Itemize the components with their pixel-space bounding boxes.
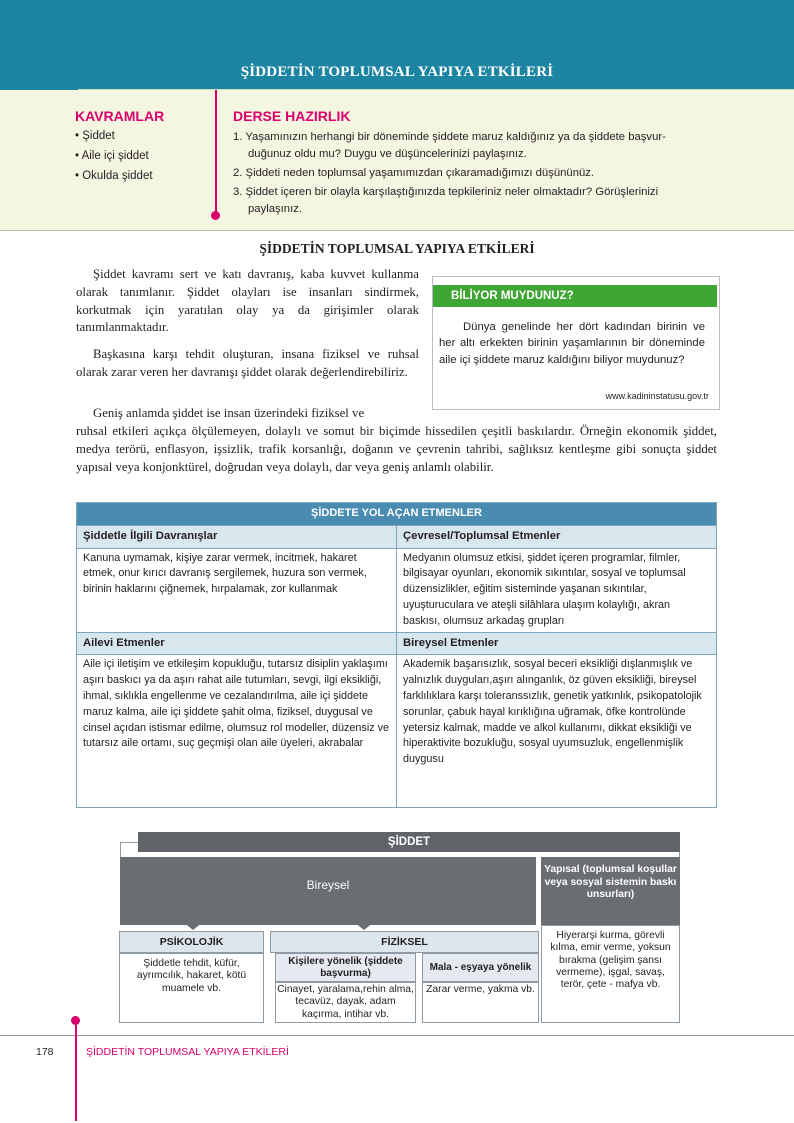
prep-question-1: 1. Yaşamınızın herhangi bir döneminde şiddete maruz kaldığınız ya da şiddete başvur- — [233, 131, 666, 143]
pink-divider-dot — [211, 211, 220, 220]
table-header: Çevresel/Toplumsal Etmenler — [397, 525, 717, 548]
table-cell: Kanuna uymamak, kişiye zarar vermek, incitmek, hakaret etmek, onur kırıcı davranış sergilemek, huzura son vermek, birinin haklarını çiğnemek, hırpalamak, zor kullanmak — [77, 548, 397, 632]
diagram-mala: Mala - eşyaya yönelik — [422, 953, 539, 982]
diagram-kisilere-body: Cinayet, yaralama,rehin alma, tecavüz, dayak, adam kaçırma, intihar vb. — [275, 982, 416, 1023]
did-you-know-text: Dünya genelinde her dört kadından birinin ve her altı erkekten birinin yaşamlarının bir döneminde aile içi şiddete maruz kaldığını biliyor muydunuz? — [439, 321, 705, 366]
kavramlar-heading: KAVRAMLAR — [75, 108, 165, 124]
arrow-down-icon — [349, 918, 379, 930]
prep-question-3-cont: paylaşınız. — [248, 203, 303, 215]
kavram-item: • Aile içi şiddet — [75, 150, 149, 162]
paragraph-3-cont: ruhsal etkileri açıkça ölçülemeyen, dolaylı ve somut bir biçimde hissedilen çeşitli baskılardır. Örneğin ekonomik şiddet, medya terörü, enflasyon, işsizlik, trafik korsanlığı, doğanın ve çevrenin tahribi, sağlıksız kentleşme gibi sonuçta şiddet yapısal veya konjonktürel, doğrudan veya dolaylı, dar veya geniş anlamlı olabilir. — [76, 424, 717, 474]
prep-question-1-cont: duğunuz oldu mu? Duygu ve düşüncelerinizi paylaşınız. — [248, 148, 527, 160]
diagram-bireysel: Bireysel — [120, 857, 536, 925]
diagram-arrows — [120, 918, 540, 932]
table-cell: Medyanın olumsuz etkisi, şiddet içeren programlar, filmler, bilgisayar oyunları, ekonomik sıkıntılar, sosyal ve toplumsal düzensizlikler, eğitim sisteminde yaşanan sıkıntılar, uyuşturuculara ve ateşli silâhlara ulaşım kolaylığı, akran baskısı, olumsuz arkadaş grupları — [397, 548, 717, 632]
diagram-yapisal-body: Hiyerarşi kurma, görevli kılma, emir verme, yoksun bırakma (gelişim şansı vermeme), işgal, savaş, terör, çete - mafya vb. — [541, 925, 680, 1023]
footer-pink-dot — [71, 1016, 80, 1025]
section-title: ŞİDDETİN TOPLUMSAL YAPIYA ETKİLERİ — [259, 241, 535, 256]
diagram-yapisal: Yapısal (toplumsal koşullar veya sosyal sistemin baskı unsurları) — [541, 857, 680, 925]
did-you-know-box — [432, 276, 720, 410]
prep-question-3: 3. Şiddet içeren bir olayla karşılaştığınızda tepkileriniz neler olmaktadır? Görüşlerinizi — [233, 186, 659, 198]
kavram-item: • Okulda şiddet — [75, 170, 153, 182]
did-you-know-heading: BİLİYOR MUYDUNUZ? — [433, 285, 717, 307]
table-cell: Aile içi iletişim ve etkileşim kopukluğu, tutarsız disiplin yaklaşımı aşırı baskıcı ya da aşırı rahat aile tutumları, sevgi, ilgi eksikliği, ihmal, sıklıkla engellenme ve cezalandırılma, aile içi şiddete maruz kalma, aile içi şiddete şahit olma, fiziksel, duygusal ve cinsel açıdan istismar edilme, olumsuz rol modeller, düzensiz ve tutarsız aile ortamı, suç geçmişi olan aile üyeleri, akrabalar — [77, 655, 397, 808]
factors-table — [76, 502, 717, 808]
did-you-know-source: www.kadininstatusu.gov.tr — [605, 391, 709, 401]
paragraph-3: Geniş anlamda şiddet ise insan üzerindeki fiziksel ve — [93, 406, 365, 420]
derse-hazirlik-heading: DERSE HAZIRLIK — [233, 108, 351, 124]
footer-divider — [0, 1035, 794, 1036]
table-header: Şiddetle İlgili Davranışlar — [77, 525, 397, 548]
table-cell: Akademik başarısızlık, sosyal beceri eksikliği dışlanmışlık ve yalnızlık duyguları,aşırı alınganlık, öz güven eksikliği, bireysel farklılıklara karşı toleranssızlık, genetik yatkınlık, psikopatolojik sorunlar, çabuk hayal kırıklığına uğramak, öfke kontrolünde yetersiz kalmak, madde ve alkol kullanımı, dikkat eksikliği ve hiperaktivite bozukluğu, sosyal uyumsuzluk, engellenmişlik duygusu — [397, 655, 717, 808]
table-header: Bireysel Etmenler — [397, 632, 717, 655]
page-number: 178 — [36, 1046, 54, 1058]
prep-question-2: 2. Şiddeti neden toplumsal yaşamımızdan çıkaramadığımızı düşününüz. — [233, 167, 595, 179]
diagram-kisilere: Kişilere yönelik (şiddete başvurma) — [275, 953, 416, 982]
arrow-down-icon — [178, 918, 208, 930]
diagram-fiziksel: FİZİKSEL — [270, 931, 539, 953]
footer-title: ŞİDDETİN TOPLUMSAL YAPIYA ETKİLERİ — [86, 1046, 289, 1058]
diagram-mala-body: Zarar verme, yakma vb. — [422, 982, 539, 1023]
footer-pink-line — [75, 1020, 77, 1121]
paragraph-2: Başkasına karşı tehdit oluşturan, insana fiziksel ve ruhsal olarak zarar veren her davranışı şiddet olarak değerlendirebiliriz. — [76, 347, 419, 379]
factors-table-title: ŞİDDETE YOL AÇAN ETMENLER — [77, 503, 717, 526]
paragraph-1: Şiddet kavramı sert ve katı davranış, kaba kuvvet kullanma olarak tanımlanır. Şiddet olayları ise insanları sindirmek, korkutmak için yaratılan olay ya da girişimler olarak tanımlanmaktadır. — [76, 267, 419, 335]
kavram-item: • Şiddet — [75, 130, 115, 142]
diagram-psikolojik: PSİKOLOJİK — [119, 931, 264, 953]
diagram-psikolojik-body: Şiddetle tehdit, küfür, ayrımcılık, hakaret, kötü muamele vb. — [119, 953, 264, 1023]
diagram-root: ŞİDDET — [138, 832, 680, 852]
table-header: Ailevi Etmenler — [77, 632, 397, 655]
chapter-title: ŞİDDETİN TOPLUMSAL YAPIYA ETKİLERİ — [240, 64, 554, 80]
pink-divider-line — [215, 90, 217, 214]
